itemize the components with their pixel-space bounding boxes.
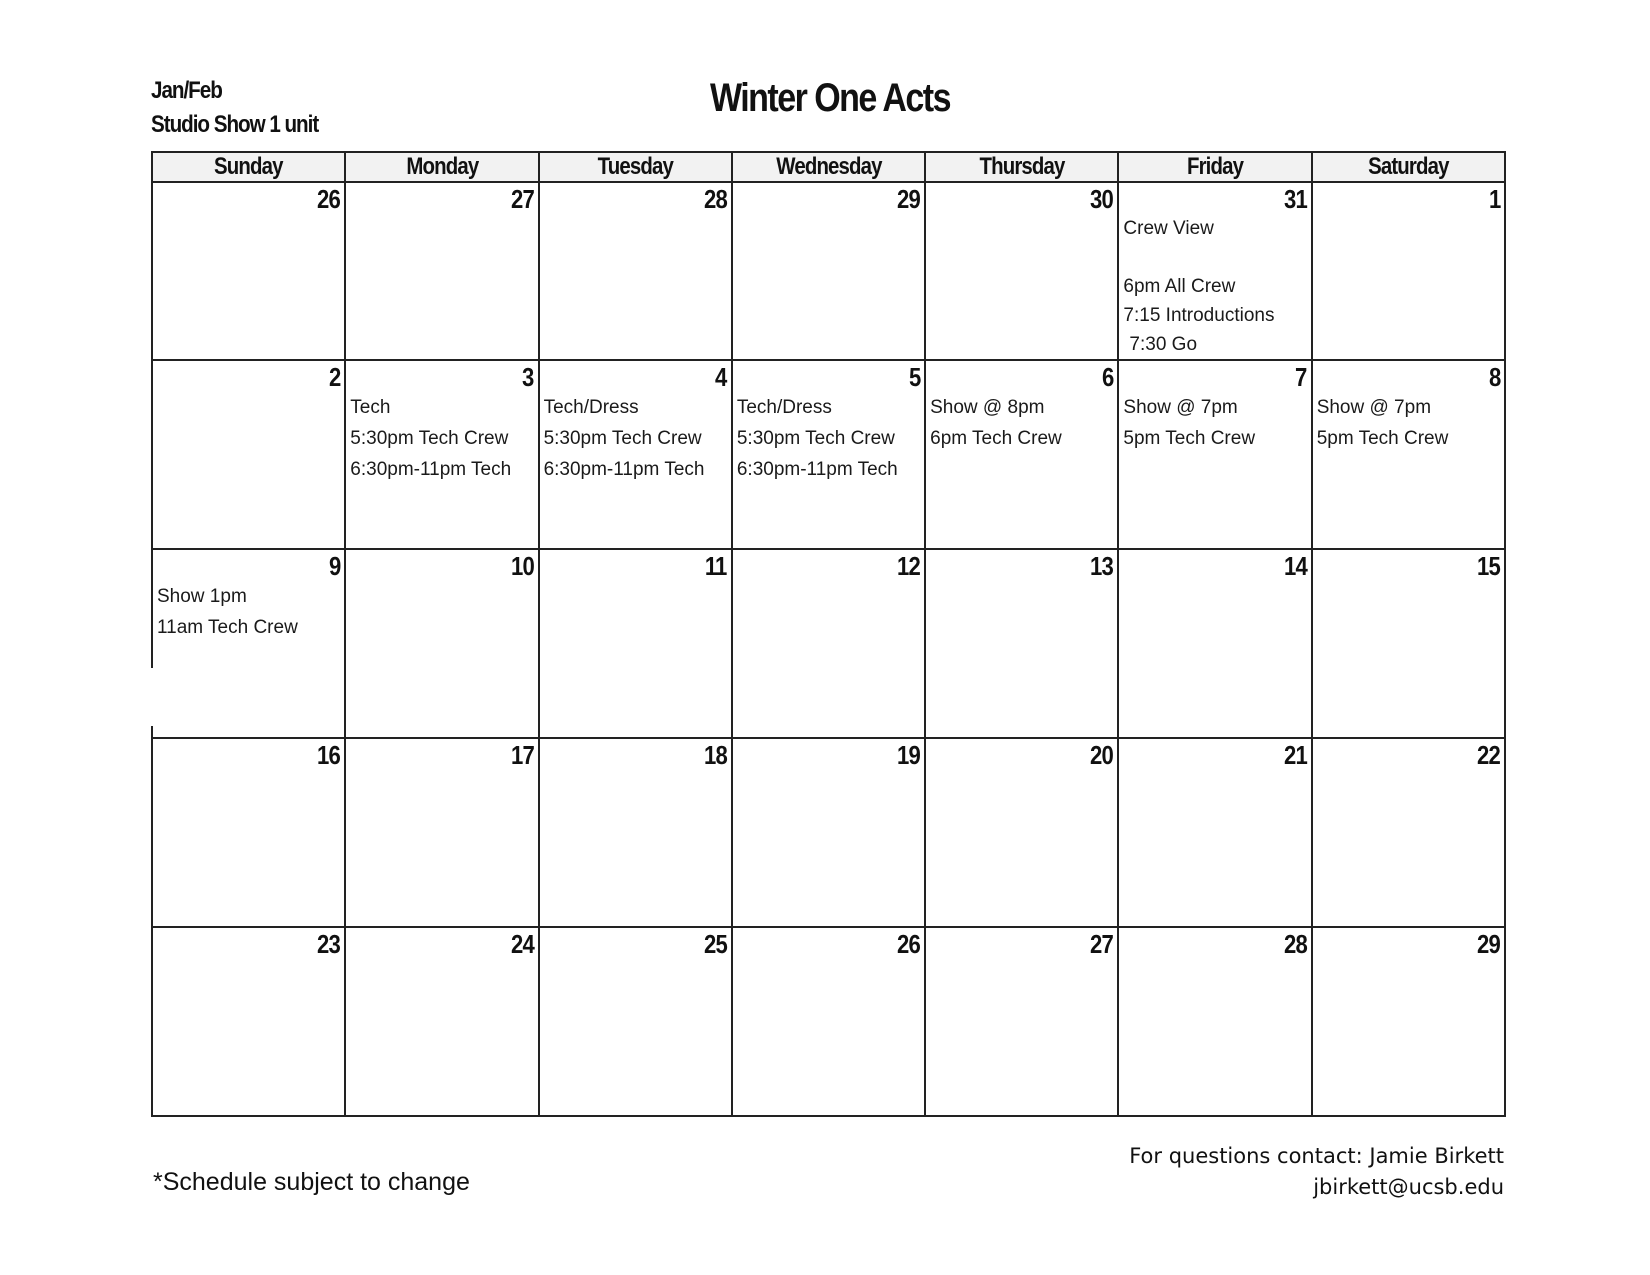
page-title: Winter One Acts	[710, 76, 950, 120]
day-cell	[1118, 182, 1311, 360]
event-text: Show @ 8pm	[930, 397, 1045, 418]
month-range: Jan/Feb	[151, 77, 222, 104]
event-text: 5pm Tech Crew	[1316, 428, 1449, 449]
day-number: 17	[510, 740, 534, 770]
day-cell	[152, 360, 345, 549]
day-number: 21	[1283, 740, 1307, 770]
day-number: 25	[703, 929, 727, 959]
day-cell	[539, 738, 732, 927]
calendar-grid	[151, 151, 1506, 1117]
event-text: 5:30pm Tech Crew	[736, 428, 895, 449]
day-cell	[732, 360, 925, 549]
header-left	[151, 74, 318, 142]
day-number: 13	[1090, 551, 1114, 581]
event-text: Tech/Dress	[736, 397, 832, 418]
day-cell	[539, 549, 732, 738]
event-text: 11am Tech Crew	[157, 617, 298, 638]
event-text: Crew View	[1123, 218, 1214, 239]
day-cell	[152, 738, 345, 927]
schedule-disclaimer: *Schedule subject to change	[153, 1168, 470, 1196]
day-cell	[152, 549, 345, 738]
contact-block	[1129, 1141, 1504, 1203]
day-cell	[1118, 738, 1311, 927]
event-text: 5:30pm Tech Crew	[543, 428, 702, 449]
day-cell	[925, 182, 1118, 360]
day-number: 12	[897, 551, 921, 581]
event-text: 6pm All Crew	[1123, 276, 1236, 297]
day-cell	[732, 927, 925, 1116]
event-text: 5pm Tech Crew	[1123, 428, 1256, 449]
day-cell	[152, 927, 345, 1116]
day-number: 28	[1283, 929, 1307, 959]
contact-email: jbirkett@ucsb.edu	[1313, 1175, 1504, 1199]
day-number: 16	[317, 740, 341, 770]
week-row-5	[152, 927, 1505, 1116]
day-number: 2	[328, 362, 341, 392]
day-cell	[925, 549, 1118, 738]
day-number: 29	[1477, 929, 1500, 959]
day-number: 14	[1283, 551, 1307, 581]
day-cell	[1118, 927, 1311, 1116]
day-cell	[1312, 360, 1505, 549]
day-cell	[539, 927, 732, 1116]
day-cell	[925, 927, 1118, 1116]
event-text: 5:30pm Tech Crew	[350, 428, 509, 449]
day-cell	[345, 360, 538, 549]
weekday-sunday: Sunday	[152, 152, 345, 182]
event-text: 7:30 Go	[1129, 334, 1198, 355]
weekday-saturday: Saturday	[1312, 152, 1505, 182]
day-cell	[345, 738, 538, 927]
day-cell	[1312, 738, 1505, 927]
day-number: 27	[1090, 929, 1114, 959]
day-cell	[152, 182, 345, 360]
day-number: 26	[317, 184, 341, 214]
week-row-2	[152, 360, 1505, 549]
event-text: Show 1pm	[157, 586, 247, 607]
day-number: 30	[1090, 184, 1114, 214]
week-row-1	[152, 182, 1505, 360]
day-cell	[539, 360, 732, 549]
day-cell	[1118, 549, 1311, 738]
day-cell	[345, 182, 538, 360]
day-number: 7	[1295, 362, 1307, 392]
day-number: 20	[1090, 740, 1114, 770]
show-subtitle: Studio Show 1 unit	[151, 111, 319, 138]
event-text: Tech/Dress	[543, 397, 639, 418]
day-number: 22	[1477, 740, 1500, 770]
day-number: 28	[703, 184, 727, 214]
border-gap	[151, 668, 153, 726]
day-number: 10	[510, 551, 534, 581]
day-cell	[1312, 182, 1505, 360]
day-number: 1	[1488, 184, 1500, 214]
event-text: Show @ 7pm	[1123, 397, 1238, 418]
day-number: 8	[1488, 362, 1500, 392]
day-number: 4	[715, 362, 727, 392]
event-text: 7:15 Introductions	[1123, 305, 1275, 326]
day-cell	[925, 360, 1118, 549]
day-cell	[925, 738, 1118, 927]
weekday-friday: Friday	[1118, 152, 1311, 182]
event-text: 6pm Tech Crew	[930, 428, 1062, 449]
day-number: 29	[897, 184, 921, 214]
day-cell	[1118, 360, 1311, 549]
weekday-header-row	[152, 152, 1505, 182]
weekday-tuesday: Tuesday	[539, 152, 732, 182]
day-number: 31	[1283, 184, 1307, 214]
contact-line: For questions contact: Jamie Birkett	[1129, 1144, 1504, 1168]
day-cell	[732, 549, 925, 738]
day-number: 19	[897, 740, 921, 770]
event-text: Tech	[350, 397, 391, 418]
day-cell	[1312, 927, 1505, 1116]
day-cell	[1312, 549, 1505, 738]
day-number: 9	[328, 551, 341, 581]
week-row-3	[152, 549, 1505, 738]
day-number: 27	[510, 184, 534, 214]
day-number: 6	[1101, 362, 1114, 392]
day-cell	[732, 182, 925, 360]
day-number: 26	[897, 929, 921, 959]
event-text: 6:30pm-11pm Tech	[543, 459, 705, 480]
weekday-wednesday: Wednesday	[732, 152, 925, 182]
day-number: 15	[1477, 551, 1500, 581]
event-text: 6:30pm-11pm Tech	[350, 459, 512, 480]
event-text: 6:30pm-11pm Tech	[736, 459, 898, 480]
day-number: 24	[510, 929, 534, 959]
day-number: 3	[522, 362, 534, 392]
day-cell	[345, 549, 538, 738]
event-text: Show @ 7pm	[1316, 397, 1432, 418]
day-number: 23	[317, 929, 341, 959]
day-number: 11	[705, 551, 727, 581]
day-cell	[732, 738, 925, 927]
day-cell	[345, 927, 538, 1116]
weekday-monday: Monday	[345, 152, 538, 182]
day-number: 18	[703, 740, 727, 770]
week-row-4	[152, 738, 1505, 927]
day-cell	[539, 182, 732, 360]
weekday-thursday: Thursday	[925, 152, 1118, 182]
day-number: 5	[908, 362, 921, 392]
